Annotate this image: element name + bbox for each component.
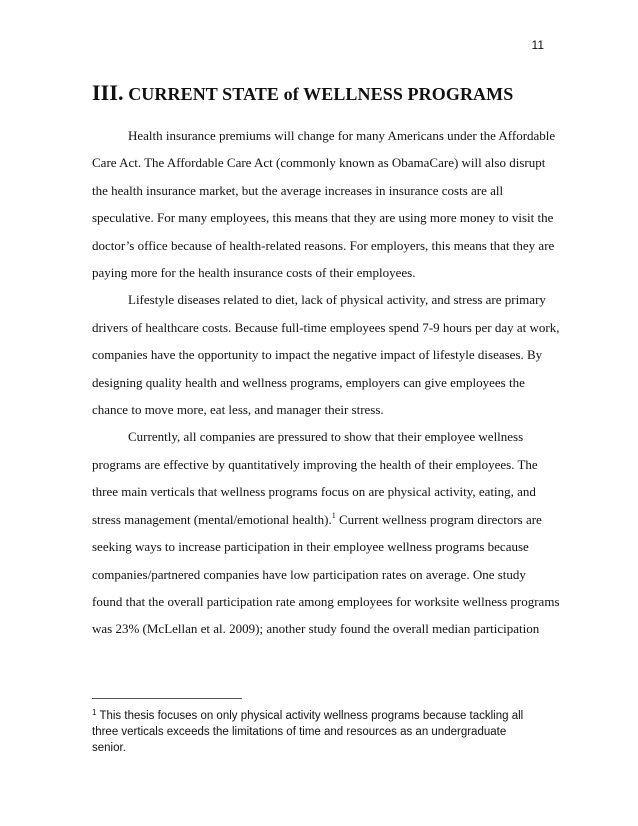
- page-number: 11: [531, 38, 544, 52]
- footnote-reference: 1: [331, 510, 336, 520]
- text-line: companies/partnered companies have low participation rates on average. One study: [92, 566, 526, 582]
- text-line: found that the overall participation rate among employees for worksite wellness programs: [92, 593, 560, 609]
- section-number: III.: [92, 80, 124, 105]
- footnote-line: [92, 708, 552, 724]
- text-segment: stress management (mental/emotional health).: [92, 511, 332, 527]
- text-line: programs are effective by quantitatively improving the health of their employees. The: [92, 456, 538, 472]
- text-line: was 23% (McLellan et al. 2009); another study found the overall median participation: [92, 621, 540, 637]
- text-line: Currently, all companies are pressured to show that their employee wellness: [128, 429, 524, 445]
- section-title: CURRENT STATE of WELLNESS PROGRAMS: [128, 84, 514, 104]
- text-line: companies have the opportunity to impact the negative impact of lifestyle diseases. By: [92, 347, 543, 363]
- footnote-text: This thesis focuses on only physical activity wellness programs because tackling all: [99, 710, 524, 722]
- footnote-line: three verticals exceeds the limitations of time and resources as an undergraduate: [92, 726, 507, 738]
- footnote-line: senior.: [92, 742, 126, 754]
- text-line: the health insurance market, but the average increases in insurance costs are all: [92, 182, 504, 198]
- text-line: Health insurance premiums will change for many Americans under the Affordable: [128, 128, 556, 143]
- text-line: Care Act. The Affordable Care Act (commonly known as ObamaCare) will also disrupt: [92, 155, 546, 171]
- text-line: seeking ways to increase participation in their employee wellness programs because: [92, 539, 529, 555]
- paragraph-1: [92, 122, 556, 286]
- footnote-divider: [92, 698, 242, 699]
- paragraph-2: [92, 286, 560, 423]
- text-line-with-footnote: [92, 506, 552, 533]
- section-heading: [92, 80, 513, 106]
- footnote: [92, 708, 552, 756]
- text-line: drivers of healthcare costs. Because full-time employees spend 7-9 hours per day at work,: [92, 319, 560, 335]
- footnote-marker: 1: [92, 708, 97, 717]
- text-line: Lifestyle diseases related to diet, lack of physical activity, and stress are primary: [128, 292, 546, 308]
- text-line: designing quality health and wellness programs, employers can give employees the: [92, 374, 525, 390]
- text-line: doctor’s office because of health-related reasons. For employers, this means that they are: [92, 237, 555, 253]
- paragraph-3: [92, 423, 560, 642]
- body-text: [92, 122, 560, 643]
- text-line: paying more for the health insurance costs of their employees.: [92, 265, 416, 281]
- text-line: three main verticals that wellness programs focus on are physical activity, eating, and: [92, 484, 536, 500]
- text-segment: Current wellness program directors are: [338, 511, 542, 527]
- text-line: chance to move more, eat less, and manager their stress.: [92, 402, 384, 418]
- text-line: speculative. For many employees, this means that they are using more money to visit the: [92, 210, 554, 226]
